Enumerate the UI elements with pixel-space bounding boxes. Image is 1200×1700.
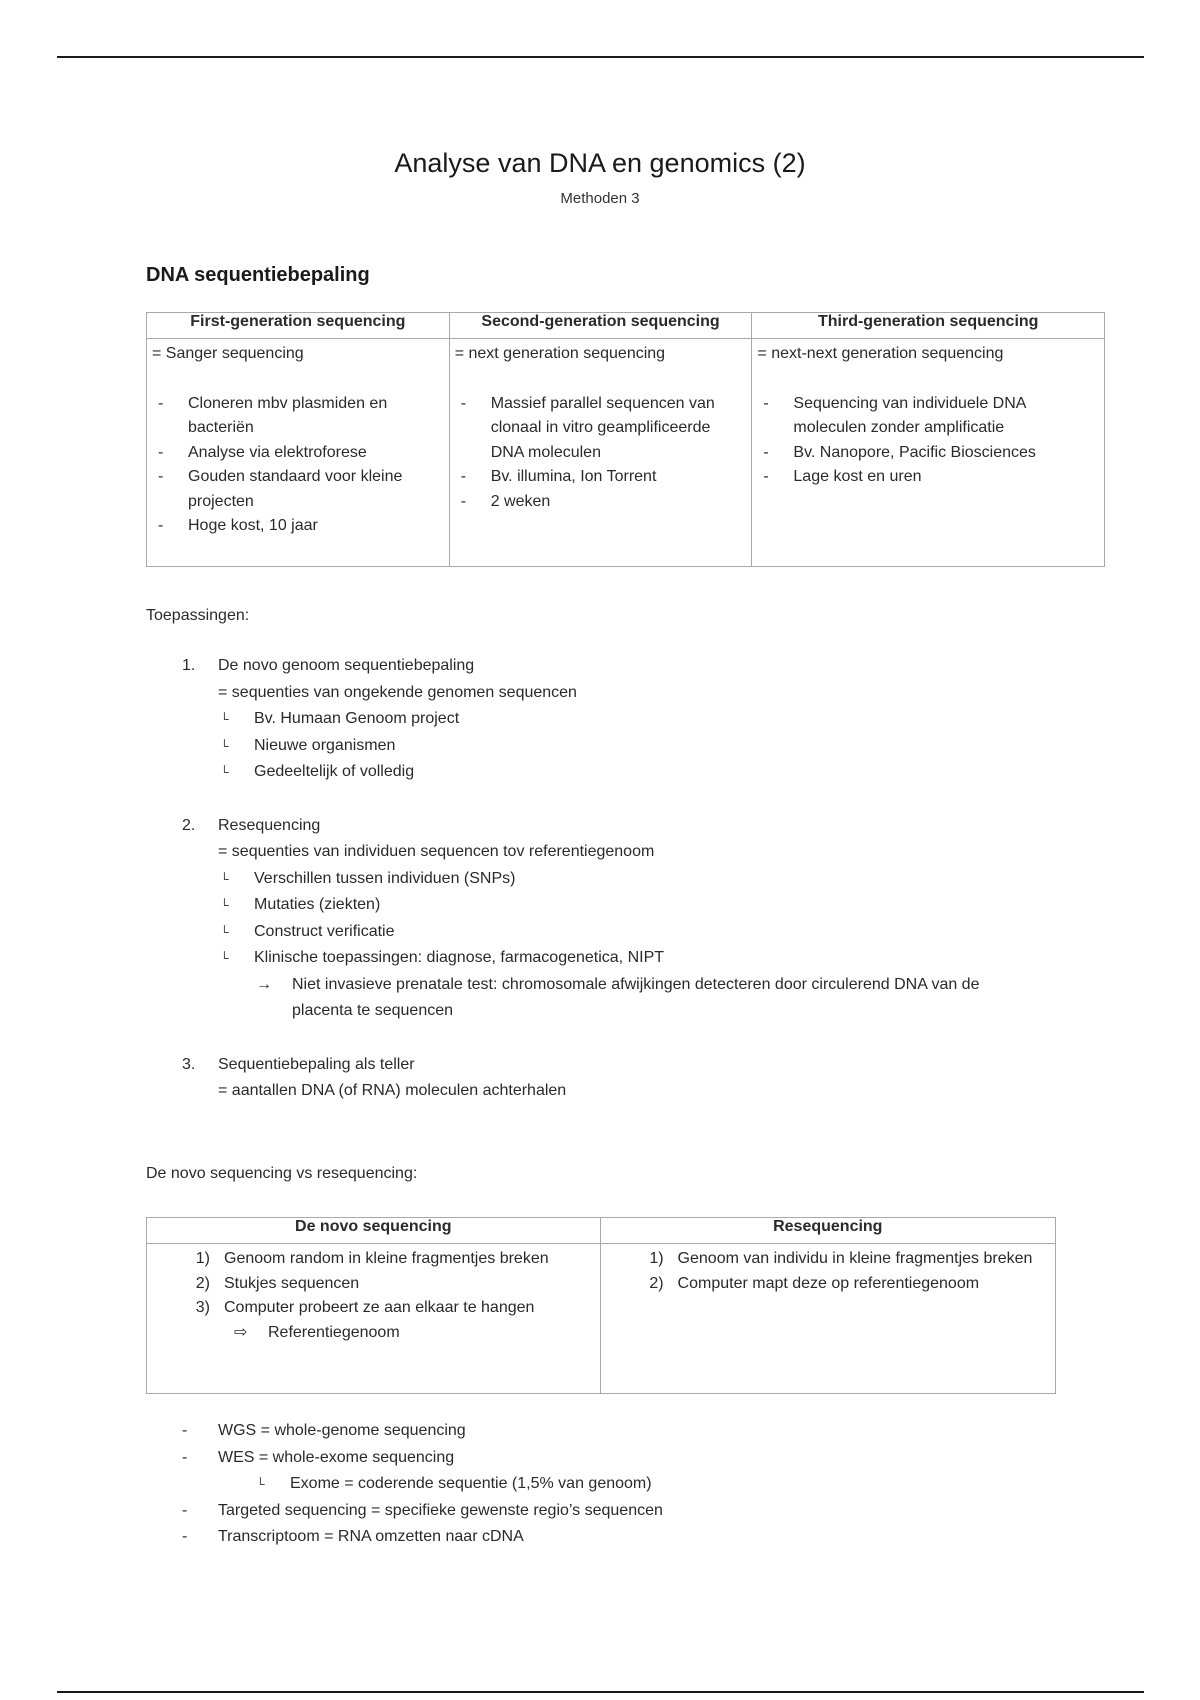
- list-item: - Gouden standaard voor kleine projecten: [158, 468, 403, 510]
- sequencing-types-list: [146, 1418, 1046, 1551]
- corner-bullet-icon: └: [256, 1477, 265, 1491]
- applications-list: [182, 653, 1082, 1105]
- page-subtitle: Methoden 3: [560, 190, 640, 207]
- cell-intro: = next-next generation sequencing: [757, 345, 1004, 362]
- first-generation-cell: [147, 339, 450, 567]
- list-item: - Analyse via elektroforese: [158, 443, 367, 461]
- application-definition: = sequenties van ongekende genomen sequencen: [218, 683, 577, 701]
- comparison-body-row: [147, 1244, 1056, 1394]
- application-definition: = sequenties van individuen sequencen tov referentiegenoom: [218, 843, 655, 860]
- cell-intro: = Sanger sequencing: [152, 345, 304, 362]
- list-item: └ Nieuwe organismen: [220, 733, 1082, 760]
- list-item: - Targeted sequencing = specifieke gewenste regio’s sequencen: [182, 1501, 663, 1519]
- application-definition: = aantallen DNA (of RNA) moleculen achterhalen: [218, 1082, 567, 1099]
- comparison-table: [146, 1217, 1056, 1394]
- list-item: - Cloneren mbv plasmiden en bacteriën: [158, 394, 388, 436]
- corner-bullet-icon: └: [220, 738, 229, 753]
- corner-bullet-icon: └: [220, 765, 229, 779]
- list-item: 2) Stukjes sequencen: [195, 1274, 360, 1292]
- comparison-header-row: [147, 1218, 1056, 1244]
- hollow-arrow-icon: ⇨: [234, 1323, 248, 1341]
- list-item: 2) Computer mapt deze op referentiegenoom: [649, 1274, 980, 1292]
- list-item: 3) Computer probeert ze aan elkaar te hangen: [195, 1299, 535, 1316]
- cell-intro: = next generation sequencing: [454, 345, 666, 362]
- list-item: - Hoge kost, 10 jaar: [158, 517, 318, 534]
- list-item: - Sequencing van individuele DNA moleculen zonder amplificatie: [763, 394, 1026, 436]
- list-item: └ Bv. Humaan Genoom project: [220, 706, 1082, 733]
- generation-table: [146, 312, 1105, 567]
- right-arrow-icon: →: [256, 975, 272, 993]
- list-item: └ Gedeeltelijk of volledig: [220, 759, 1082, 786]
- second-generation-header: Second-generation sequencing: [449, 313, 752, 339]
- resequencing-cell: [600, 1244, 1055, 1394]
- third-generation-cell: [752, 339, 1105, 567]
- list-item: └ Mutaties (ziekten): [220, 892, 1082, 919]
- arrow-note: → Niet invasieve prenatale test: chromosomale afwijkingen detecteren door circulerend DNA van de placenta te sequencen: [256, 972, 1082, 1025]
- corner-bullet-icon: └: [220, 924, 229, 939]
- list-item: └ Exome = coderende sequentie (1,5% van genoom): [256, 1471, 1046, 1498]
- application-title: De novo genoom sequentiebepaling: [218, 657, 475, 674]
- generation-table-body-row: [147, 339, 1105, 567]
- applications-label: Toepassingen:: [146, 607, 250, 624]
- third-generation-header: Third-generation sequencing: [752, 313, 1105, 339]
- application-title: Resequencing: [218, 816, 321, 834]
- list-item: 1) Genoom van individu in kleine fragmentjes breken: [649, 1250, 1033, 1267]
- result-line: ⇨ Referentiegenoom: [152, 1321, 595, 1346]
- page-title: Analyse van DNA en genomics (2): [394, 148, 806, 178]
- second-generation-cell: [449, 339, 752, 567]
- first-generation-header: First-generation sequencing: [147, 313, 450, 339]
- list-item: - WGS = whole-genome sequencing: [182, 1422, 466, 1439]
- corner-bullet-icon: └: [220, 712, 229, 726]
- application-item-2: 2. Resequencing: [182, 813, 1082, 840]
- list-item: - Lage kost en uren: [763, 468, 922, 485]
- generation-table-header-row: [147, 313, 1105, 339]
- corner-bullet-icon: └: [220, 898, 229, 912]
- corner-bullet-icon: └: [220, 951, 229, 965]
- application-item-3: 3. Sequentiebepaling als teller: [182, 1052, 1082, 1079]
- list-item: 1) Genoom random in kleine fragmentjes breken: [195, 1250, 549, 1267]
- list-item: └ Klinische toepassingen: diagnose, farmacogenetica, NIPT: [220, 945, 1082, 972]
- section-heading: DNA sequentiebepaling: [146, 264, 370, 286]
- top-rule: [57, 56, 1144, 58]
- application-title: Sequentiebepaling als teller: [218, 1055, 415, 1073]
- list-item: └ Verschillen tussen individuen (SNPs): [220, 866, 1082, 893]
- list-item: - Bv. illumina, Ion Torrent: [460, 468, 657, 485]
- application-item-1: 1. De novo genoom sequentiebepaling: [182, 653, 1082, 680]
- resequencing-header: Resequencing: [600, 1218, 1055, 1244]
- list-item: - 2 weken: [460, 492, 551, 510]
- list-item: - WES = whole-exome sequencing: [182, 1448, 455, 1466]
- list-item: - Bv. Nanopore, Pacific Biosciences: [763, 443, 1036, 461]
- list-item: └ Construct verificatie: [220, 919, 1082, 946]
- corner-bullet-icon: └: [220, 871, 229, 886]
- de-novo-cell: [147, 1244, 601, 1394]
- de-novo-header: De novo sequencing: [147, 1218, 601, 1244]
- comparison-label: De novo sequencing vs resequencing:: [146, 1165, 418, 1182]
- bottom-rule: [57, 1691, 1144, 1693]
- list-item: - Transcriptoom = RNA omzetten naar cDNA: [182, 1528, 524, 1545]
- list-item: - Massief parallel sequencen van clonaal in vitro geamplificeerde DNA moleculen: [460, 394, 715, 461]
